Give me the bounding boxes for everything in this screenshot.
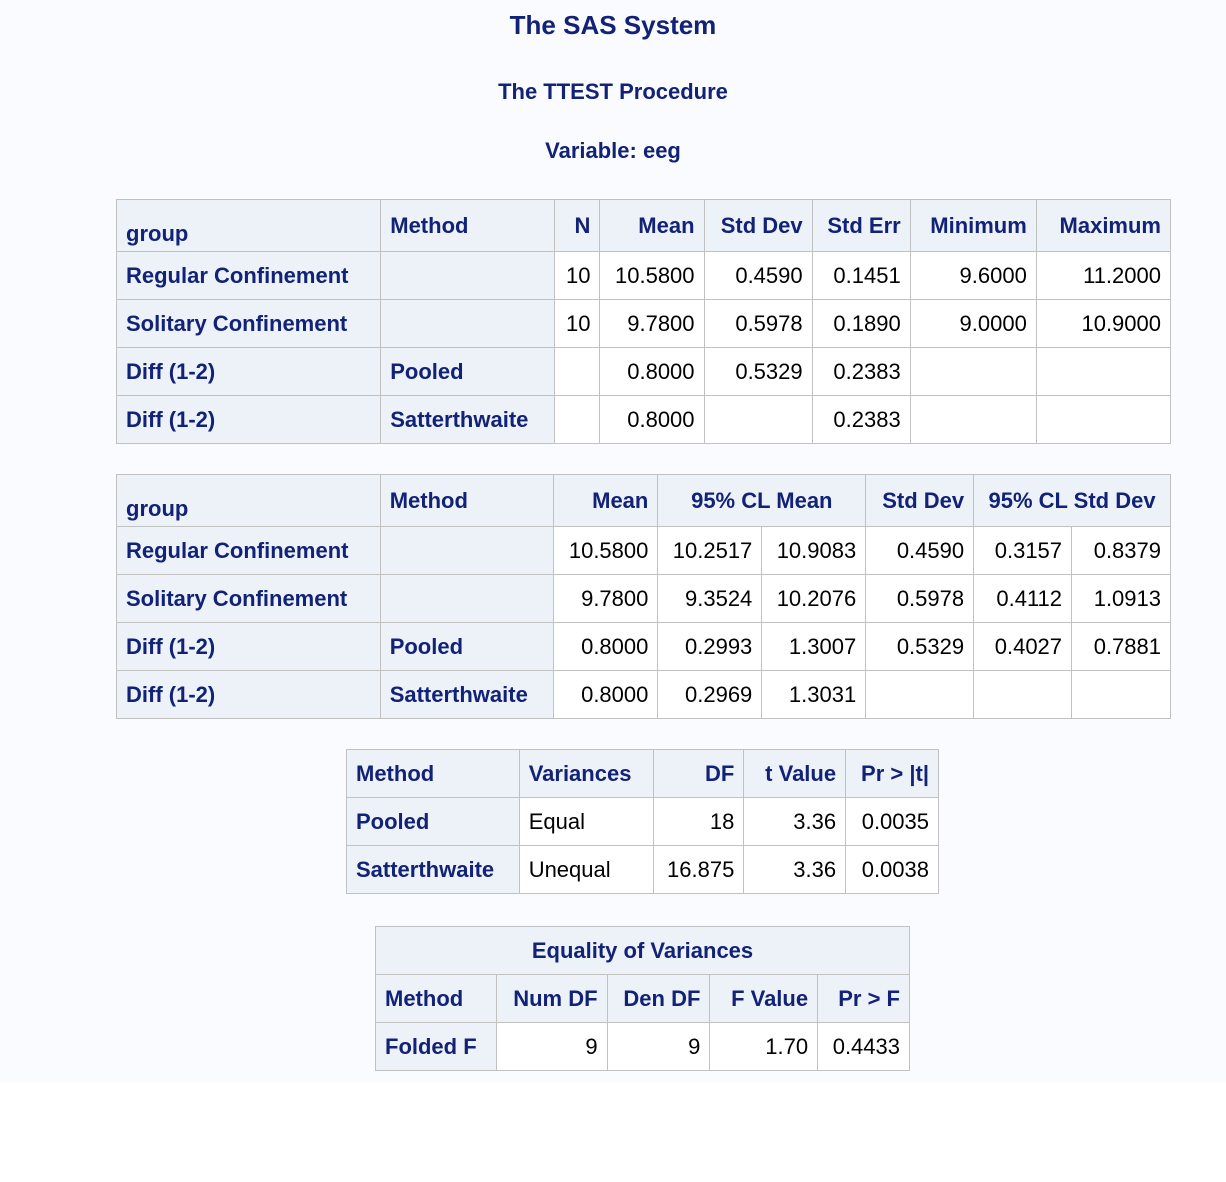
table-row — [117, 300, 1171, 348]
cell-cl-mean-upper: 1.3031 — [762, 671, 866, 719]
cell-cl-mean-lower: 0.2993 — [658, 623, 762, 671]
cell-mean: 9.7800 — [554, 575, 658, 623]
column-header: Std Dev — [704, 200, 812, 252]
row-header-method: Pooled — [380, 623, 554, 671]
table-row — [117, 527, 1171, 575]
table-row — [117, 575, 1171, 623]
table-header-row — [347, 750, 939, 798]
table-header-row — [117, 475, 1171, 527]
cell-maximum: 11.2000 — [1036, 252, 1170, 300]
cell-minimum — [910, 348, 1036, 396]
column-header: Method — [381, 200, 555, 252]
cell-cl-mean-upper: 1.3007 — [762, 623, 866, 671]
row-header-method: Folded F — [376, 1023, 497, 1071]
cell-n: 10 — [555, 252, 600, 300]
equality-of-variances-table — [375, 926, 910, 1071]
cell-p-value: 0.0035 — [846, 798, 939, 846]
column-header: Den DF — [607, 975, 710, 1023]
column-header: 95% CL Std Dev — [974, 475, 1171, 527]
row-header-method: Pooled — [381, 348, 555, 396]
cell-std-dev — [704, 396, 812, 444]
variable-title: Variable: eeg — [545, 138, 681, 163]
cell-mean: 9.7800 — [600, 300, 704, 348]
cell-f-value: 1.70 — [710, 1023, 818, 1071]
row-header-group: Regular Confinement — [117, 527, 381, 575]
column-header: Pr > |t| — [846, 750, 939, 798]
cell-variances: Equal — [519, 798, 654, 846]
table-row — [117, 252, 1171, 300]
cell-cl-sd-upper — [1072, 671, 1171, 719]
column-header: N — [555, 200, 600, 252]
cell-std-dev: 0.5978 — [704, 300, 812, 348]
cell-num-df: 9 — [496, 1023, 607, 1071]
column-header: Mean — [554, 475, 658, 527]
table-header-row — [376, 975, 910, 1023]
column-header: Maximum — [1036, 200, 1170, 252]
row-header-method: Satterthwaite — [380, 671, 554, 719]
column-header: t Value — [744, 750, 846, 798]
cell-mean: 0.8000 — [554, 623, 658, 671]
cell-std-dev: 0.5329 — [704, 348, 812, 396]
cell-n: 10 — [555, 300, 600, 348]
row-header-method — [381, 300, 555, 348]
cell-df: 18 — [654, 798, 744, 846]
table-row — [347, 846, 939, 894]
row-header-group: Solitary Confinement — [117, 300, 381, 348]
cell-n — [555, 396, 600, 444]
table-header-row — [117, 200, 1171, 252]
row-header-group: Regular Confinement — [117, 252, 381, 300]
table-caption: Equality of Variances — [376, 927, 910, 975]
procedure-title: The TTEST Procedure — [498, 79, 728, 104]
cell-cl-mean-upper: 10.9083 — [762, 527, 866, 575]
cell-p-value: 0.0038 — [846, 846, 939, 894]
cell-t-value: 3.36 — [744, 846, 846, 894]
column-header: group — [117, 200, 381, 252]
cell-maximum: 10.9000 — [1036, 300, 1170, 348]
cell-std-dev: 0.5329 — [866, 623, 974, 671]
column-header: 95% CL Mean — [658, 475, 866, 527]
system-title: The SAS System — [509, 10, 717, 40]
cell-variances: Unequal — [519, 846, 654, 894]
row-header-group: Diff (1-2) — [117, 623, 381, 671]
cell-std-dev: 0.5978 — [866, 575, 974, 623]
cell-std-err: 0.1451 — [812, 252, 910, 300]
cell-minimum: 9.6000 — [910, 252, 1036, 300]
cell-mean: 0.8000 — [600, 396, 704, 444]
column-header: Minimum — [910, 200, 1036, 252]
cell-maximum — [1036, 396, 1170, 444]
cell-mean: 10.5800 — [554, 527, 658, 575]
row-header-method — [381, 252, 555, 300]
row-header-method — [380, 575, 554, 623]
column-header: Std Err — [812, 200, 910, 252]
cell-df: 16.875 — [654, 846, 744, 894]
table-row — [117, 396, 1171, 444]
cell-maximum — [1036, 348, 1170, 396]
row-header-group: Diff (1-2) — [117, 348, 381, 396]
cell-cl-sd-upper: 0.7881 — [1072, 623, 1171, 671]
row-header-method: Pooled — [347, 798, 520, 846]
cell-minimum — [910, 396, 1036, 444]
column-header: DF — [654, 750, 744, 798]
table-row — [117, 671, 1171, 719]
cell-minimum: 9.0000 — [910, 300, 1036, 348]
cell-cl-mean-lower: 9.3524 — [658, 575, 762, 623]
cell-cl-sd-upper: 1.0913 — [1072, 575, 1171, 623]
column-header: Variances — [519, 750, 654, 798]
column-header: Mean — [600, 200, 704, 252]
ttests-table — [346, 749, 939, 894]
row-header-group: Solitary Confinement — [117, 575, 381, 623]
row-header-method: Satterthwaite — [347, 846, 520, 894]
column-header: Num DF — [496, 975, 607, 1023]
cell-t-value: 3.36 — [744, 798, 846, 846]
column-header: group — [117, 475, 381, 527]
table-row — [347, 798, 939, 846]
cell-std-dev — [866, 671, 974, 719]
cell-cl-sd-lower: 0.4112 — [974, 575, 1072, 623]
cell-cl-sd-lower: 0.3157 — [974, 527, 1072, 575]
cell-cl-mean-lower: 0.2969 — [658, 671, 762, 719]
table-row — [376, 1023, 910, 1071]
row-header-method: Satterthwaite — [381, 396, 555, 444]
cell-n — [555, 348, 600, 396]
cell-cl-sd-upper: 0.8379 — [1072, 527, 1171, 575]
column-header: Pr > F — [818, 975, 910, 1023]
table-caption-row — [376, 927, 910, 975]
cell-cl-mean-lower: 10.2517 — [658, 527, 762, 575]
column-header: Method — [347, 750, 520, 798]
cell-p-value: 0.4433 — [818, 1023, 910, 1071]
statistics-table — [116, 199, 1171, 444]
row-header-method — [380, 527, 554, 575]
column-header: F Value — [710, 975, 818, 1023]
cell-cl-mean-upper: 10.2076 — [762, 575, 866, 623]
row-header-group: Diff (1-2) — [117, 671, 381, 719]
cell-std-err: 0.1890 — [812, 300, 910, 348]
cell-mean: 10.5800 — [600, 252, 704, 300]
cell-std-err: 0.2383 — [812, 396, 910, 444]
column-header: Method — [380, 475, 554, 527]
column-header: Method — [376, 975, 497, 1023]
cell-std-dev: 0.4590 — [704, 252, 812, 300]
table-row — [117, 623, 1171, 671]
cell-mean: 0.8000 — [600, 348, 704, 396]
cell-den-df: 9 — [607, 1023, 710, 1071]
confidence-limits-table — [116, 474, 1171, 719]
cell-std-dev: 0.4590 — [866, 527, 974, 575]
row-header-group: Diff (1-2) — [117, 396, 381, 444]
cell-cl-sd-lower — [974, 671, 1072, 719]
cell-std-err: 0.2383 — [812, 348, 910, 396]
cell-mean: 0.8000 — [554, 671, 658, 719]
cell-cl-sd-lower: 0.4027 — [974, 623, 1072, 671]
table-row — [117, 348, 1171, 396]
column-header: Std Dev — [866, 475, 974, 527]
